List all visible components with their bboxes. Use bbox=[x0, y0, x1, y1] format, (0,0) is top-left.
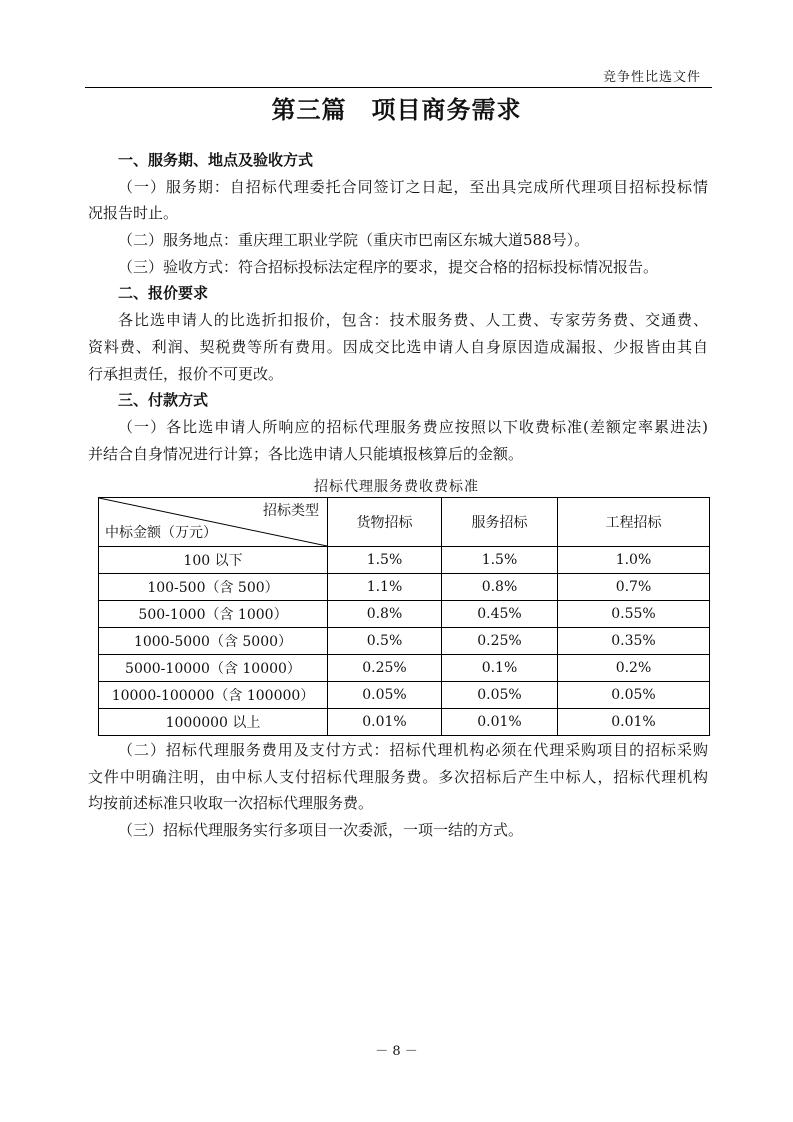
text-line: （三）招标代理服务实行多项目一次委派，一项一结的方式。 bbox=[118, 821, 524, 840]
rate-cell: 0.05% bbox=[328, 682, 442, 709]
text-line: 并结合自身情况进行计算；各比选申请人只能填报核算后的金额。 bbox=[88, 444, 524, 463]
corner-cell bbox=[99, 498, 328, 547]
rate-cell: 0.01% bbox=[442, 709, 558, 736]
amount-range-cell: 5000-10000（含 10000） bbox=[99, 655, 328, 682]
rate-cell: 0.5% bbox=[328, 628, 442, 655]
amount-range-cell: 500-1000（含 1000） bbox=[99, 601, 328, 628]
rate-cell: 0.01% bbox=[328, 709, 442, 736]
rate-cell: 0.05% bbox=[558, 682, 710, 709]
table-header-row bbox=[99, 498, 710, 547]
table-row bbox=[99, 682, 710, 709]
rate-cell: 0.25% bbox=[442, 628, 558, 655]
table-row bbox=[99, 574, 710, 601]
column-header: 工程招标 bbox=[558, 498, 710, 547]
column-header: 货物招标 bbox=[328, 498, 442, 547]
rate-cell: 1.5% bbox=[328, 547, 442, 574]
rate-cell: 1.5% bbox=[442, 547, 558, 574]
rate-cell: 0.05% bbox=[442, 682, 558, 709]
text-line: 均按前述标准只收取一次招标代理服务费。 bbox=[88, 794, 374, 813]
section-heading: 三、付款方式 bbox=[118, 391, 209, 410]
corner-bottom-label: 中标金额（万元） bbox=[105, 525, 217, 541]
text-line: 行承担责任，报价不可更改。 bbox=[88, 364, 284, 383]
rate-cell: 0.7% bbox=[558, 574, 710, 601]
text-line: 资料费、利润、契税费等所有费用。因成交比选申请人自身原因造成漏报、少报皆由其自 bbox=[88, 337, 708, 356]
rate-cell: 0.01% bbox=[558, 709, 710, 736]
table-row bbox=[99, 709, 710, 736]
header-rule bbox=[85, 87, 712, 88]
rate-cell: 0.2% bbox=[558, 655, 710, 682]
rate-cell: 1.0% bbox=[558, 547, 710, 574]
text-line: 况报告时止。 bbox=[88, 204, 179, 223]
amount-range-cell: 100 以下 bbox=[99, 547, 328, 574]
text-line: （一）各比选申请人所响应的招标代理服务费应按照以下收费标准(差额定率累进法) bbox=[118, 417, 708, 436]
rate-cell: 0.8% bbox=[328, 601, 442, 628]
text-line: （一）服务期：自招标代理委托合同签订之日起，至出具完成所代理项目招标投标情 bbox=[118, 177, 708, 196]
page-number: － 8 － bbox=[375, 1044, 418, 1059]
text-line: 文件中明确注明，由中标人支付招标代理服务费。多次招标后产生中标人，招标代理机构 bbox=[88, 767, 708, 786]
table-row bbox=[99, 628, 710, 655]
corner-top-label: 招标类型 bbox=[263, 503, 319, 519]
amount-range-cell: 100-500（含 500） bbox=[99, 574, 328, 601]
text-line: 各比选申请人的比选折扣报价，包含：技术服务费、人工费、专家劳务费、交通费、 bbox=[118, 311, 708, 330]
table-row bbox=[99, 547, 710, 574]
page-title: 第三篇 项目商务需求 bbox=[271, 95, 522, 124]
amount-range-cell: 10000-100000（含 100000） bbox=[99, 682, 328, 709]
table-row bbox=[99, 601, 710, 628]
text-line: （三）验收方式：符合招标投标法定程序的要求，提交合格的招标投标情况报告。 bbox=[118, 257, 659, 276]
rate-cell: 0.35% bbox=[558, 628, 710, 655]
body-text-top bbox=[88, 147, 708, 467]
rate-cell: 0.45% bbox=[442, 601, 558, 628]
table-caption: 招标代理服务费收费标准 bbox=[314, 479, 479, 495]
rate-cell: 1.1% bbox=[328, 574, 442, 601]
fee-table bbox=[98, 497, 710, 736]
rate-cell: 0.25% bbox=[328, 655, 442, 682]
text-line: （二）服务地点：重庆理工职业学院（重庆市巴南区东城大道588号）。 bbox=[118, 231, 590, 250]
body-text-bottom bbox=[88, 737, 708, 844]
section-heading: 二、报价要求 bbox=[118, 284, 209, 303]
rate-cell: 0.55% bbox=[558, 601, 710, 628]
rate-cell: 0.8% bbox=[442, 574, 558, 601]
table-row bbox=[99, 655, 710, 682]
column-header: 服务招标 bbox=[442, 498, 558, 547]
amount-range-cell: 1000-5000（含 5000） bbox=[99, 628, 328, 655]
text-line: （二）招标代理服务费用及支付方式：招标代理机构必须在代理采购项目的招标采购 bbox=[118, 741, 708, 759]
rate-cell: 0.1% bbox=[442, 655, 558, 682]
section-heading: 一、服务期、地点及验收方式 bbox=[118, 151, 314, 169]
running-header: 竞争性比选文件 bbox=[602, 70, 701, 85]
amount-range-cell: 1000000 以上 bbox=[99, 709, 328, 736]
